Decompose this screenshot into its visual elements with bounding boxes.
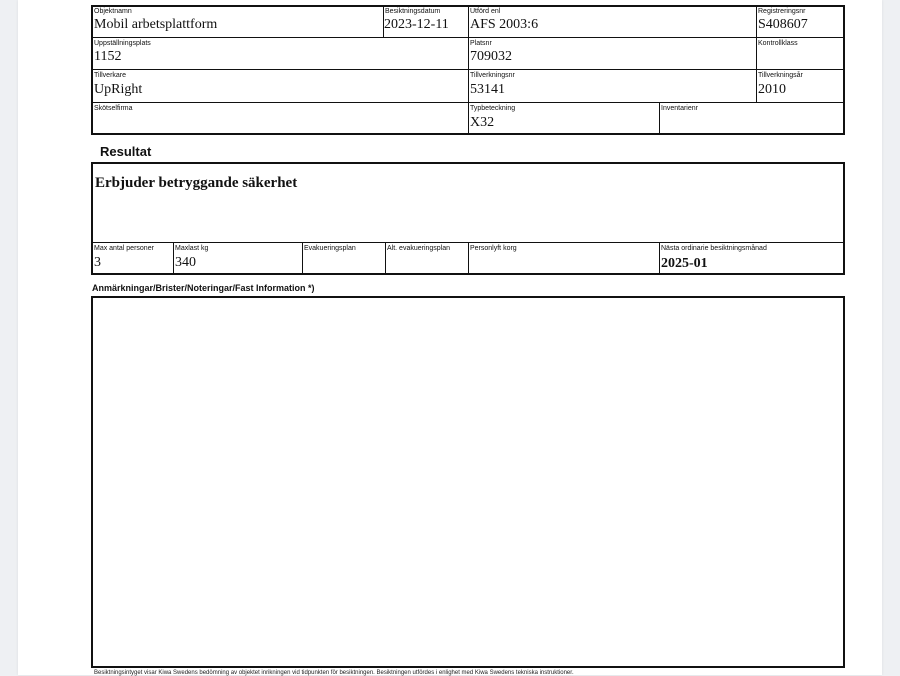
resultat-heading: Resultat [100, 144, 152, 159]
typbeteckning-label: Typbeteckning [470, 105, 516, 112]
max-personer-value: 3 [94, 255, 101, 270]
inventarienr-label: Inventarienr [661, 105, 698, 112]
document-page [18, 0, 882, 675]
maxlast-label: Maxlast kg [175, 245, 209, 252]
alt-evakueringsplan-label: Alt. evakueringsplan [387, 245, 451, 252]
personlyft-label: Personlyft korg [470, 245, 517, 252]
skotselfirma-label: Skötselfirma [94, 105, 133, 112]
objektnamn-label: Objektnamn [94, 8, 132, 15]
tillverkningsar-value: 2010 [758, 82, 786, 97]
tillverkare-label: Tillverkare [94, 72, 127, 79]
tillverkare-value: UpRight [94, 82, 143, 97]
platsnr-value: 709032 [470, 49, 512, 64]
tillverkningsnr-label: Tillverkningsnr [470, 72, 515, 79]
evakueringsplan-label: Evakueringsplan [304, 245, 356, 252]
objektnamn-value: Mobil arbetsplattform [94, 17, 218, 32]
uppstallningsplats-value: 1152 [94, 49, 122, 64]
utford-enl-label: Utförd enl [470, 8, 501, 15]
kontrollklass-label: Kontrollklass [758, 40, 798, 47]
tillverkningsar-label: Tillverkningsår [758, 72, 803, 79]
utford-enl-value: AFS 2003:6 [470, 17, 539, 32]
anmarkningar-heading: Anmärkningar/Brister/Noteringar/Fast Information *) [92, 283, 315, 293]
registreringsnr-value: S408607 [758, 17, 808, 32]
resultat-text: Erbjuder betryggande säkerhet [95, 175, 298, 191]
maxlast-value: 340 [175, 255, 196, 270]
nasta-besiktning-label: Nästa ordinarie besiktningsmånad [661, 245, 767, 252]
max-personer-label: Max antal personer [94, 245, 154, 252]
anmarkningar-box [91, 296, 845, 668]
registreringsnr-label: Registreringsnr [758, 8, 806, 15]
besiktningsdatum-label: Besiktningsdatum [385, 8, 441, 15]
platsnr-label: Platsnr [470, 40, 492, 47]
besiktningsdatum-value: 2023-12-11 [384, 17, 449, 32]
uppstallningsplats-label: Uppställningsplats [94, 40, 151, 47]
tillverkningsnr-value: 53141 [470, 82, 505, 97]
nasta-besiktning-value: 2025-01 [661, 256, 708, 271]
typbeteckning-value: X32 [470, 115, 495, 130]
footer-text: Besiktningsintyget visar Kiwa Swedens bedömning av objektet inrikningen vid tidpunkten för besiktningen. Besiktningen utfördes i enlighet med Kiwa Swedens tekniska instruktioner. [94, 670, 574, 676]
